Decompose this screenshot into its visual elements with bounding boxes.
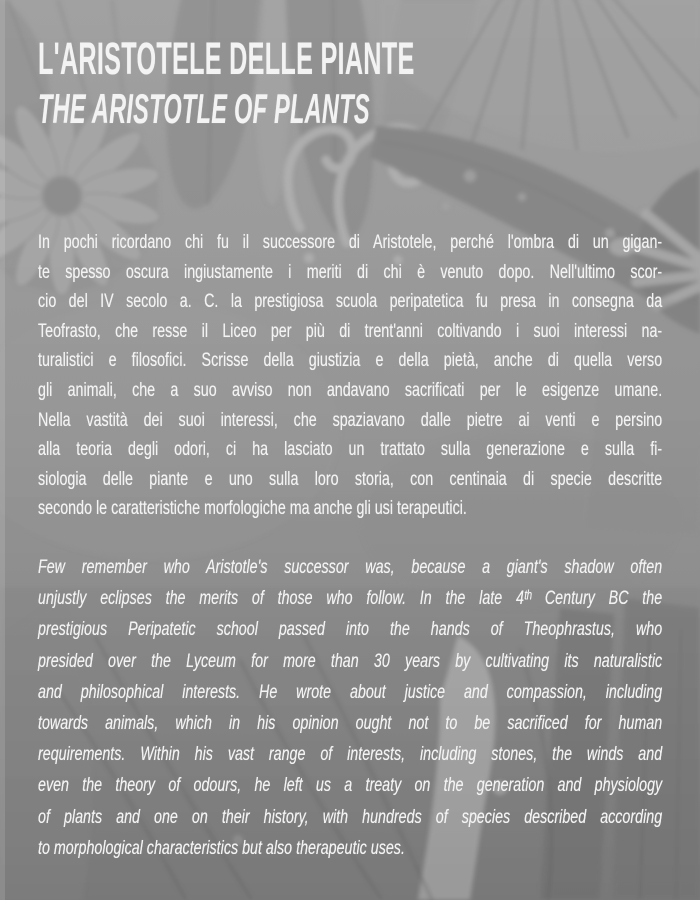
text-line: gli animali, che a suo avviso non andavano sacrificati per le esigenze umane. — [38, 379, 663, 401]
text-line: unjustly eclipses the merits of those who follow. In the late 4ᵗʰ Century BC the — [38, 588, 663, 610]
text-line: even the theory of odours, he left us a treaty on the generation and physiology — [38, 775, 663, 797]
text-line: secondo le caratteristiche morfologiche ma anche gli usi terapeutici. — [38, 498, 467, 520]
paragraph-italian — [38, 228, 662, 524]
text-line: towards animals, which in his opinion ought not to be sacrificed for human — [38, 713, 663, 735]
text-line: alla teoria degli odori, ci ha lasciato un trattato sulla generazione e sulla fi- — [38, 439, 663, 461]
text-line: to morphological characteristics but also therapeutic uses. — [38, 837, 405, 859]
text-line: turalistici e filosofici. Scrisse della giustizia e della pietà, anche di quella verso — [38, 350, 663, 372]
title-block — [38, 34, 700, 134]
text-line: Teofrasto, che resse il Liceo per più di trent'anni coltivando i suoi interessi na- — [38, 320, 663, 342]
text-line: prestigious Peripatetic school passed into the hands of Theophrastus, who — [38, 619, 663, 641]
text-line: cio del IV secolo a. C. la prestigiosa scuola peripatetica fu presa in consegna da — [38, 291, 663, 313]
title-english: THE ARISTOTLE OF PLANTS — [38, 85, 370, 132]
text-line: Few remember who Aristotle's successor was, because a giant's shadow often — [38, 557, 663, 578]
text-line: presided over the Lyceum for more than 30 years by cultivating its naturalistic — [38, 650, 663, 672]
text-line: of plants and one on their history, with hundreds of species described according — [38, 806, 663, 828]
text-line: siologia delle piante e uno sulla loro storia, con centinaia di specie descritte — [38, 468, 663, 490]
text-line: requirements. Within his vast range of interests, including stones, the winds and — [38, 744, 663, 766]
text-line: Nella vastità dei suoi interessi, che spaziavano dalle pietre ai venti e persino — [38, 409, 663, 431]
title-italian: L'ARISTOTELE DELLE PIANTE — [38, 33, 415, 84]
text-line: and philosophical interests. He wrote about justice and compassion, including — [38, 681, 663, 703]
text-line: In pochi ricordano chi fu il successore di Aristotele, perché l'ombra di un gigan- — [38, 232, 663, 253]
text-line: te spesso oscura ingiustamente i meriti di chi è venuto dopo. Nell'ultimo scor- — [38, 261, 663, 283]
paragraph-english — [38, 552, 662, 864]
